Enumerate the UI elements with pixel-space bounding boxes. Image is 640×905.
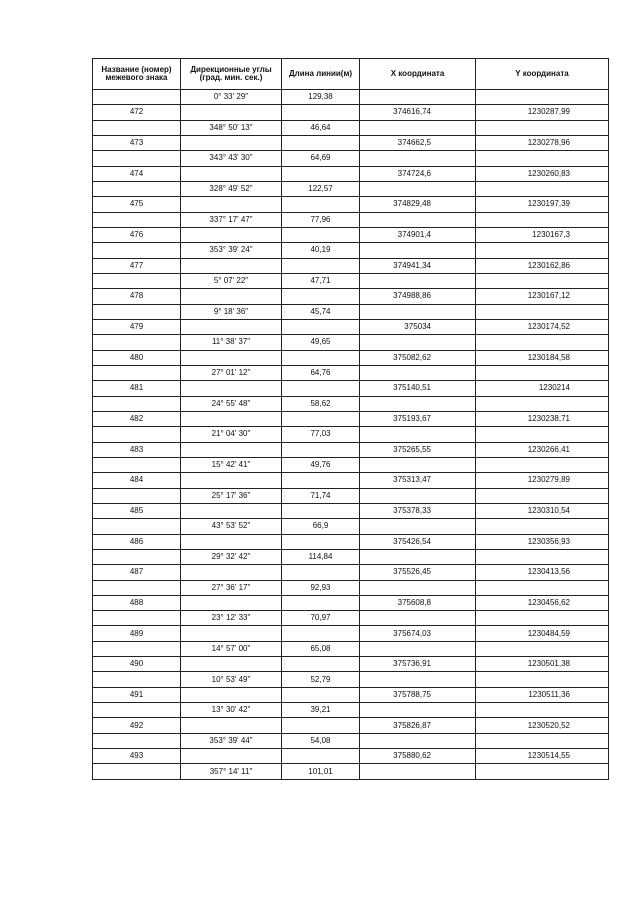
point-y-cell: 1230214 [476, 381, 609, 396]
segment-name-cell [93, 457, 181, 472]
point-y-cell: 1230174,52 [476, 319, 609, 334]
segment-length-cell: 64,69 [282, 151, 360, 166]
point-length-cell [282, 503, 360, 518]
point-name-cell: 473 [93, 135, 181, 150]
point-angle-cell [181, 197, 282, 212]
boundary-coordinates-table-wrapper [92, 58, 608, 780]
segment-angle-cell: 0° 33' 29" [181, 90, 282, 105]
segment-length-cell: 45,74 [282, 304, 360, 319]
point-y-cell: 1230310,54 [476, 503, 609, 518]
point-y-cell: 1230184,58 [476, 350, 609, 365]
point-x-cell: 375736,91 [360, 657, 476, 672]
segment-y-cell [476, 672, 609, 687]
point-length-cell [282, 166, 360, 181]
segment-name-cell [93, 672, 181, 687]
point-length-cell [282, 749, 360, 764]
point-length-cell [282, 350, 360, 365]
point-length-cell [282, 595, 360, 610]
point-row [93, 534, 609, 549]
point-name-cell: 487 [93, 565, 181, 580]
segment-row [93, 365, 609, 380]
point-y-cell: 1230456,62 [476, 595, 609, 610]
segment-angle-cell: 24° 55' 48" [181, 396, 282, 411]
segment-x-cell [360, 365, 476, 380]
point-length-cell [282, 626, 360, 641]
segment-length-cell: 52,79 [282, 672, 360, 687]
segment-length-cell: 64,76 [282, 365, 360, 380]
segment-y-cell [476, 396, 609, 411]
segment-length-cell: 114,84 [282, 549, 360, 564]
segment-length-cell: 58,62 [282, 396, 360, 411]
point-y-cell: 1230260,83 [476, 166, 609, 181]
point-x-cell: 375608,8 [360, 595, 476, 610]
point-row [93, 503, 609, 518]
segment-row [93, 457, 609, 472]
point-name-cell: 479 [93, 319, 181, 334]
segment-y-cell [476, 90, 609, 105]
segment-name-cell [93, 120, 181, 135]
segment-angle-cell: 5° 07' 22" [181, 273, 282, 288]
segment-row [93, 396, 609, 411]
point-angle-cell [181, 258, 282, 273]
point-y-cell: 1230197,39 [476, 197, 609, 212]
point-length-cell [282, 289, 360, 304]
segment-x-cell [360, 243, 476, 258]
segment-x-cell [360, 335, 476, 350]
point-row [93, 626, 609, 641]
point-angle-cell [181, 319, 282, 334]
segment-angle-cell: 343° 43' 30" [181, 151, 282, 166]
segment-length-cell: 71,74 [282, 488, 360, 503]
segment-length-cell: 47,71 [282, 273, 360, 288]
segment-angle-cell: 29° 32' 42" [181, 549, 282, 564]
header-point-name: Название (номер) межевого знака [93, 59, 181, 90]
segment-x-cell [360, 672, 476, 687]
segment-x-cell [360, 764, 476, 779]
point-row [93, 166, 609, 181]
point-angle-cell [181, 534, 282, 549]
point-row [93, 687, 609, 702]
point-name-cell: 493 [93, 749, 181, 764]
point-length-cell [282, 687, 360, 702]
point-angle-cell [181, 105, 282, 120]
point-row [93, 227, 609, 242]
point-length-cell [282, 135, 360, 150]
point-y-cell: 1230413,56 [476, 565, 609, 580]
point-length-cell [282, 411, 360, 426]
segment-name-cell [93, 764, 181, 779]
segment-angle-cell: 10° 53' 49" [181, 672, 282, 687]
point-y-cell: 1230162,86 [476, 258, 609, 273]
segment-x-cell [360, 549, 476, 564]
segment-angle-cell: 11° 38' 37" [181, 335, 282, 350]
point-row [93, 718, 609, 733]
segment-x-cell [360, 212, 476, 227]
segment-y-cell [476, 243, 609, 258]
segment-x-cell [360, 703, 476, 718]
point-name-cell: 472 [93, 105, 181, 120]
point-angle-cell [181, 442, 282, 457]
segment-y-cell [476, 580, 609, 595]
point-row [93, 442, 609, 457]
point-x-cell: 374662,5 [360, 135, 476, 150]
point-angle-cell [181, 289, 282, 304]
point-angle-cell [181, 473, 282, 488]
header-line-length: Длина линии(м) [282, 59, 360, 90]
segment-length-cell: 77,03 [282, 427, 360, 442]
header-x-coordinate: X координата [360, 59, 476, 90]
point-row [93, 105, 609, 120]
point-row [93, 135, 609, 150]
point-y-cell: 1230511,36 [476, 687, 609, 702]
segment-x-cell [360, 427, 476, 442]
segment-name-cell [93, 549, 181, 564]
segment-name-cell [93, 641, 181, 656]
segment-row [93, 764, 609, 779]
point-angle-cell [181, 687, 282, 702]
segment-y-cell [476, 611, 609, 626]
segment-angle-cell: 14° 57' 00" [181, 641, 282, 656]
point-x-cell: 374616,74 [360, 105, 476, 120]
segment-y-cell [476, 427, 609, 442]
segment-name-cell [93, 90, 181, 105]
segment-x-cell [360, 611, 476, 626]
segment-row [93, 549, 609, 564]
point-x-cell: 375313,47 [360, 473, 476, 488]
segment-length-cell: 101,01 [282, 764, 360, 779]
segment-x-cell [360, 120, 476, 135]
segment-length-cell: 40,19 [282, 243, 360, 258]
segment-angle-cell: 43° 53' 52" [181, 519, 282, 534]
segment-name-cell [93, 212, 181, 227]
boundary-coordinates-table [92, 58, 609, 780]
segment-x-cell [360, 641, 476, 656]
point-y-cell: 1230501,38 [476, 657, 609, 672]
point-angle-cell [181, 718, 282, 733]
point-angle-cell [181, 350, 282, 365]
point-x-cell: 375265,55 [360, 442, 476, 457]
segment-row [93, 151, 609, 166]
segment-y-cell [476, 549, 609, 564]
segment-angle-cell: 27° 01' 12" [181, 365, 282, 380]
point-y-cell: 1230278,96 [476, 135, 609, 150]
point-row [93, 473, 609, 488]
segment-name-cell [93, 304, 181, 319]
point-y-cell: 1230266,41 [476, 442, 609, 457]
point-name-cell: 483 [93, 442, 181, 457]
point-length-cell [282, 473, 360, 488]
segment-length-cell: 46,64 [282, 120, 360, 135]
point-length-cell [282, 381, 360, 396]
segment-angle-cell: 9° 18' 36" [181, 304, 282, 319]
segment-name-cell [93, 427, 181, 442]
segment-row [93, 519, 609, 534]
point-name-cell: 492 [93, 718, 181, 733]
segment-length-cell: 54,08 [282, 733, 360, 748]
segment-y-cell [476, 151, 609, 166]
point-name-cell: 491 [93, 687, 181, 702]
segment-row [93, 90, 609, 105]
segment-x-cell [360, 304, 476, 319]
segment-angle-cell: 328° 49' 52" [181, 181, 282, 196]
segment-name-cell [93, 243, 181, 258]
segment-angle-cell: 27° 36' 17" [181, 580, 282, 595]
segment-angle-cell: 21° 04' 30" [181, 427, 282, 442]
segment-name-cell [93, 519, 181, 534]
point-length-cell [282, 442, 360, 457]
segment-row [93, 335, 609, 350]
point-x-cell: 374941,34 [360, 258, 476, 273]
segment-length-cell: 65,08 [282, 641, 360, 656]
point-row [93, 411, 609, 426]
point-x-cell: 375034 [360, 319, 476, 334]
point-angle-cell [181, 565, 282, 580]
point-x-cell: 375526,45 [360, 565, 476, 580]
segment-length-cell: 39,21 [282, 703, 360, 718]
point-y-cell: 1230167,3 [476, 227, 609, 242]
segment-length-cell: 129,38 [282, 90, 360, 105]
point-angle-cell [181, 166, 282, 181]
segment-name-cell [93, 181, 181, 196]
point-x-cell: 375788,75 [360, 687, 476, 702]
point-row [93, 595, 609, 610]
segment-length-cell: 77,96 [282, 212, 360, 227]
segment-length-cell: 49,76 [282, 457, 360, 472]
point-name-cell: 478 [93, 289, 181, 304]
segment-y-cell [476, 335, 609, 350]
segment-x-cell [360, 580, 476, 595]
point-name-cell: 489 [93, 626, 181, 641]
point-length-cell [282, 105, 360, 120]
point-y-cell: 1230356,93 [476, 534, 609, 549]
point-x-cell: 374829,48 [360, 197, 476, 212]
segment-y-cell [476, 304, 609, 319]
segment-row [93, 733, 609, 748]
segment-y-cell [476, 764, 609, 779]
segment-name-cell [93, 396, 181, 411]
segment-angle-cell: 13° 30' 42" [181, 703, 282, 718]
segment-x-cell [360, 733, 476, 748]
point-name-cell: 476 [93, 227, 181, 242]
point-length-cell [282, 718, 360, 733]
point-angle-cell [181, 595, 282, 610]
segment-y-cell [476, 365, 609, 380]
segment-length-cell: 122,57 [282, 181, 360, 196]
point-y-cell: 1230238,71 [476, 411, 609, 426]
point-length-cell [282, 197, 360, 212]
point-x-cell: 375426,54 [360, 534, 476, 549]
segment-name-cell [93, 580, 181, 595]
segment-y-cell [476, 641, 609, 656]
segment-length-cell: 92,93 [282, 580, 360, 595]
point-name-cell: 474 [93, 166, 181, 181]
point-name-cell: 477 [93, 258, 181, 273]
segment-y-cell [476, 457, 609, 472]
point-length-cell [282, 565, 360, 580]
point-x-cell: 375880,62 [360, 749, 476, 764]
segment-angle-cell: 357° 14' 11" [181, 764, 282, 779]
segment-row [93, 703, 609, 718]
point-row [93, 319, 609, 334]
segment-name-cell [93, 273, 181, 288]
point-row [93, 258, 609, 273]
segment-row [93, 181, 609, 196]
point-y-cell: 1230279,89 [476, 473, 609, 488]
point-y-cell: 1230167,12 [476, 289, 609, 304]
point-x-cell: 375193,67 [360, 411, 476, 426]
point-angle-cell [181, 135, 282, 150]
point-x-cell: 374901,4 [360, 227, 476, 242]
segment-length-cell: 66,9 [282, 519, 360, 534]
segment-length-cell: 70,97 [282, 611, 360, 626]
segment-y-cell [476, 488, 609, 503]
segment-row [93, 304, 609, 319]
segment-row [93, 243, 609, 258]
segment-name-cell [93, 151, 181, 166]
segment-y-cell [476, 733, 609, 748]
header-direction-angle: Дирекционные углы (град. мин. сек.) [181, 59, 282, 90]
point-angle-cell [181, 227, 282, 242]
point-name-cell: 480 [93, 350, 181, 365]
segment-x-cell [360, 519, 476, 534]
point-angle-cell [181, 503, 282, 518]
segment-name-cell [93, 365, 181, 380]
point-name-cell: 475 [93, 197, 181, 212]
segment-angle-cell: 348° 50' 13" [181, 120, 282, 135]
segment-row [93, 488, 609, 503]
segment-y-cell [476, 273, 609, 288]
point-row [93, 289, 609, 304]
point-length-cell [282, 258, 360, 273]
segment-y-cell [476, 120, 609, 135]
segment-angle-cell: 353° 39' 44" [181, 733, 282, 748]
segment-x-cell [360, 396, 476, 411]
point-x-cell: 375674,03 [360, 626, 476, 641]
point-y-cell: 1230287,99 [476, 105, 609, 120]
segment-name-cell [93, 335, 181, 350]
point-x-cell: 375082,62 [360, 350, 476, 365]
point-name-cell: 484 [93, 473, 181, 488]
segment-angle-cell: 337° 17' 47" [181, 212, 282, 227]
point-length-cell [282, 319, 360, 334]
segment-x-cell [360, 90, 476, 105]
segment-name-cell [93, 703, 181, 718]
point-x-cell: 374988,86 [360, 289, 476, 304]
segment-y-cell [476, 519, 609, 534]
point-length-cell [282, 657, 360, 672]
point-length-cell [282, 227, 360, 242]
segment-row [93, 427, 609, 442]
segment-name-cell [93, 733, 181, 748]
segment-row [93, 273, 609, 288]
segment-y-cell [476, 212, 609, 227]
segment-angle-cell: 25° 17' 36" [181, 488, 282, 503]
segment-x-cell [360, 151, 476, 166]
point-row [93, 749, 609, 764]
point-name-cell: 490 [93, 657, 181, 672]
point-angle-cell [181, 749, 282, 764]
segment-angle-cell: 353° 39' 24" [181, 243, 282, 258]
point-name-cell: 486 [93, 534, 181, 549]
point-row [93, 197, 609, 212]
header-y-coordinate: Y координата [476, 59, 609, 90]
point-x-cell: 375826,87 [360, 718, 476, 733]
point-name-cell: 485 [93, 503, 181, 518]
point-angle-cell [181, 626, 282, 641]
point-x-cell: 375140,51 [360, 381, 476, 396]
point-name-cell: 482 [93, 411, 181, 426]
point-x-cell: 374724,6 [360, 166, 476, 181]
segment-angle-cell: 15° 42' 41" [181, 457, 282, 472]
point-row [93, 381, 609, 396]
point-y-cell: 1230520,52 [476, 718, 609, 733]
segment-y-cell [476, 181, 609, 196]
segment-x-cell [360, 181, 476, 196]
segment-y-cell [476, 703, 609, 718]
point-angle-cell [181, 411, 282, 426]
segment-row [93, 580, 609, 595]
point-length-cell [282, 534, 360, 549]
point-row [93, 565, 609, 580]
table-body [93, 90, 609, 780]
point-angle-cell [181, 657, 282, 672]
segment-row [93, 611, 609, 626]
point-angle-cell [181, 381, 282, 396]
point-row [93, 350, 609, 365]
segment-x-cell [360, 457, 476, 472]
segment-x-cell [360, 488, 476, 503]
point-y-cell: 1230514,55 [476, 749, 609, 764]
segment-length-cell: 49,65 [282, 335, 360, 350]
segment-row [93, 120, 609, 135]
segment-name-cell [93, 611, 181, 626]
segment-row [93, 641, 609, 656]
point-name-cell: 488 [93, 595, 181, 610]
segment-row [93, 212, 609, 227]
point-y-cell: 1230484,59 [476, 626, 609, 641]
point-x-cell: 375378,33 [360, 503, 476, 518]
segment-x-cell [360, 273, 476, 288]
segment-row [93, 672, 609, 687]
table-header-row [93, 59, 609, 90]
segment-name-cell [93, 488, 181, 503]
point-name-cell: 481 [93, 381, 181, 396]
segment-angle-cell: 23° 12' 33" [181, 611, 282, 626]
point-row [93, 657, 609, 672]
